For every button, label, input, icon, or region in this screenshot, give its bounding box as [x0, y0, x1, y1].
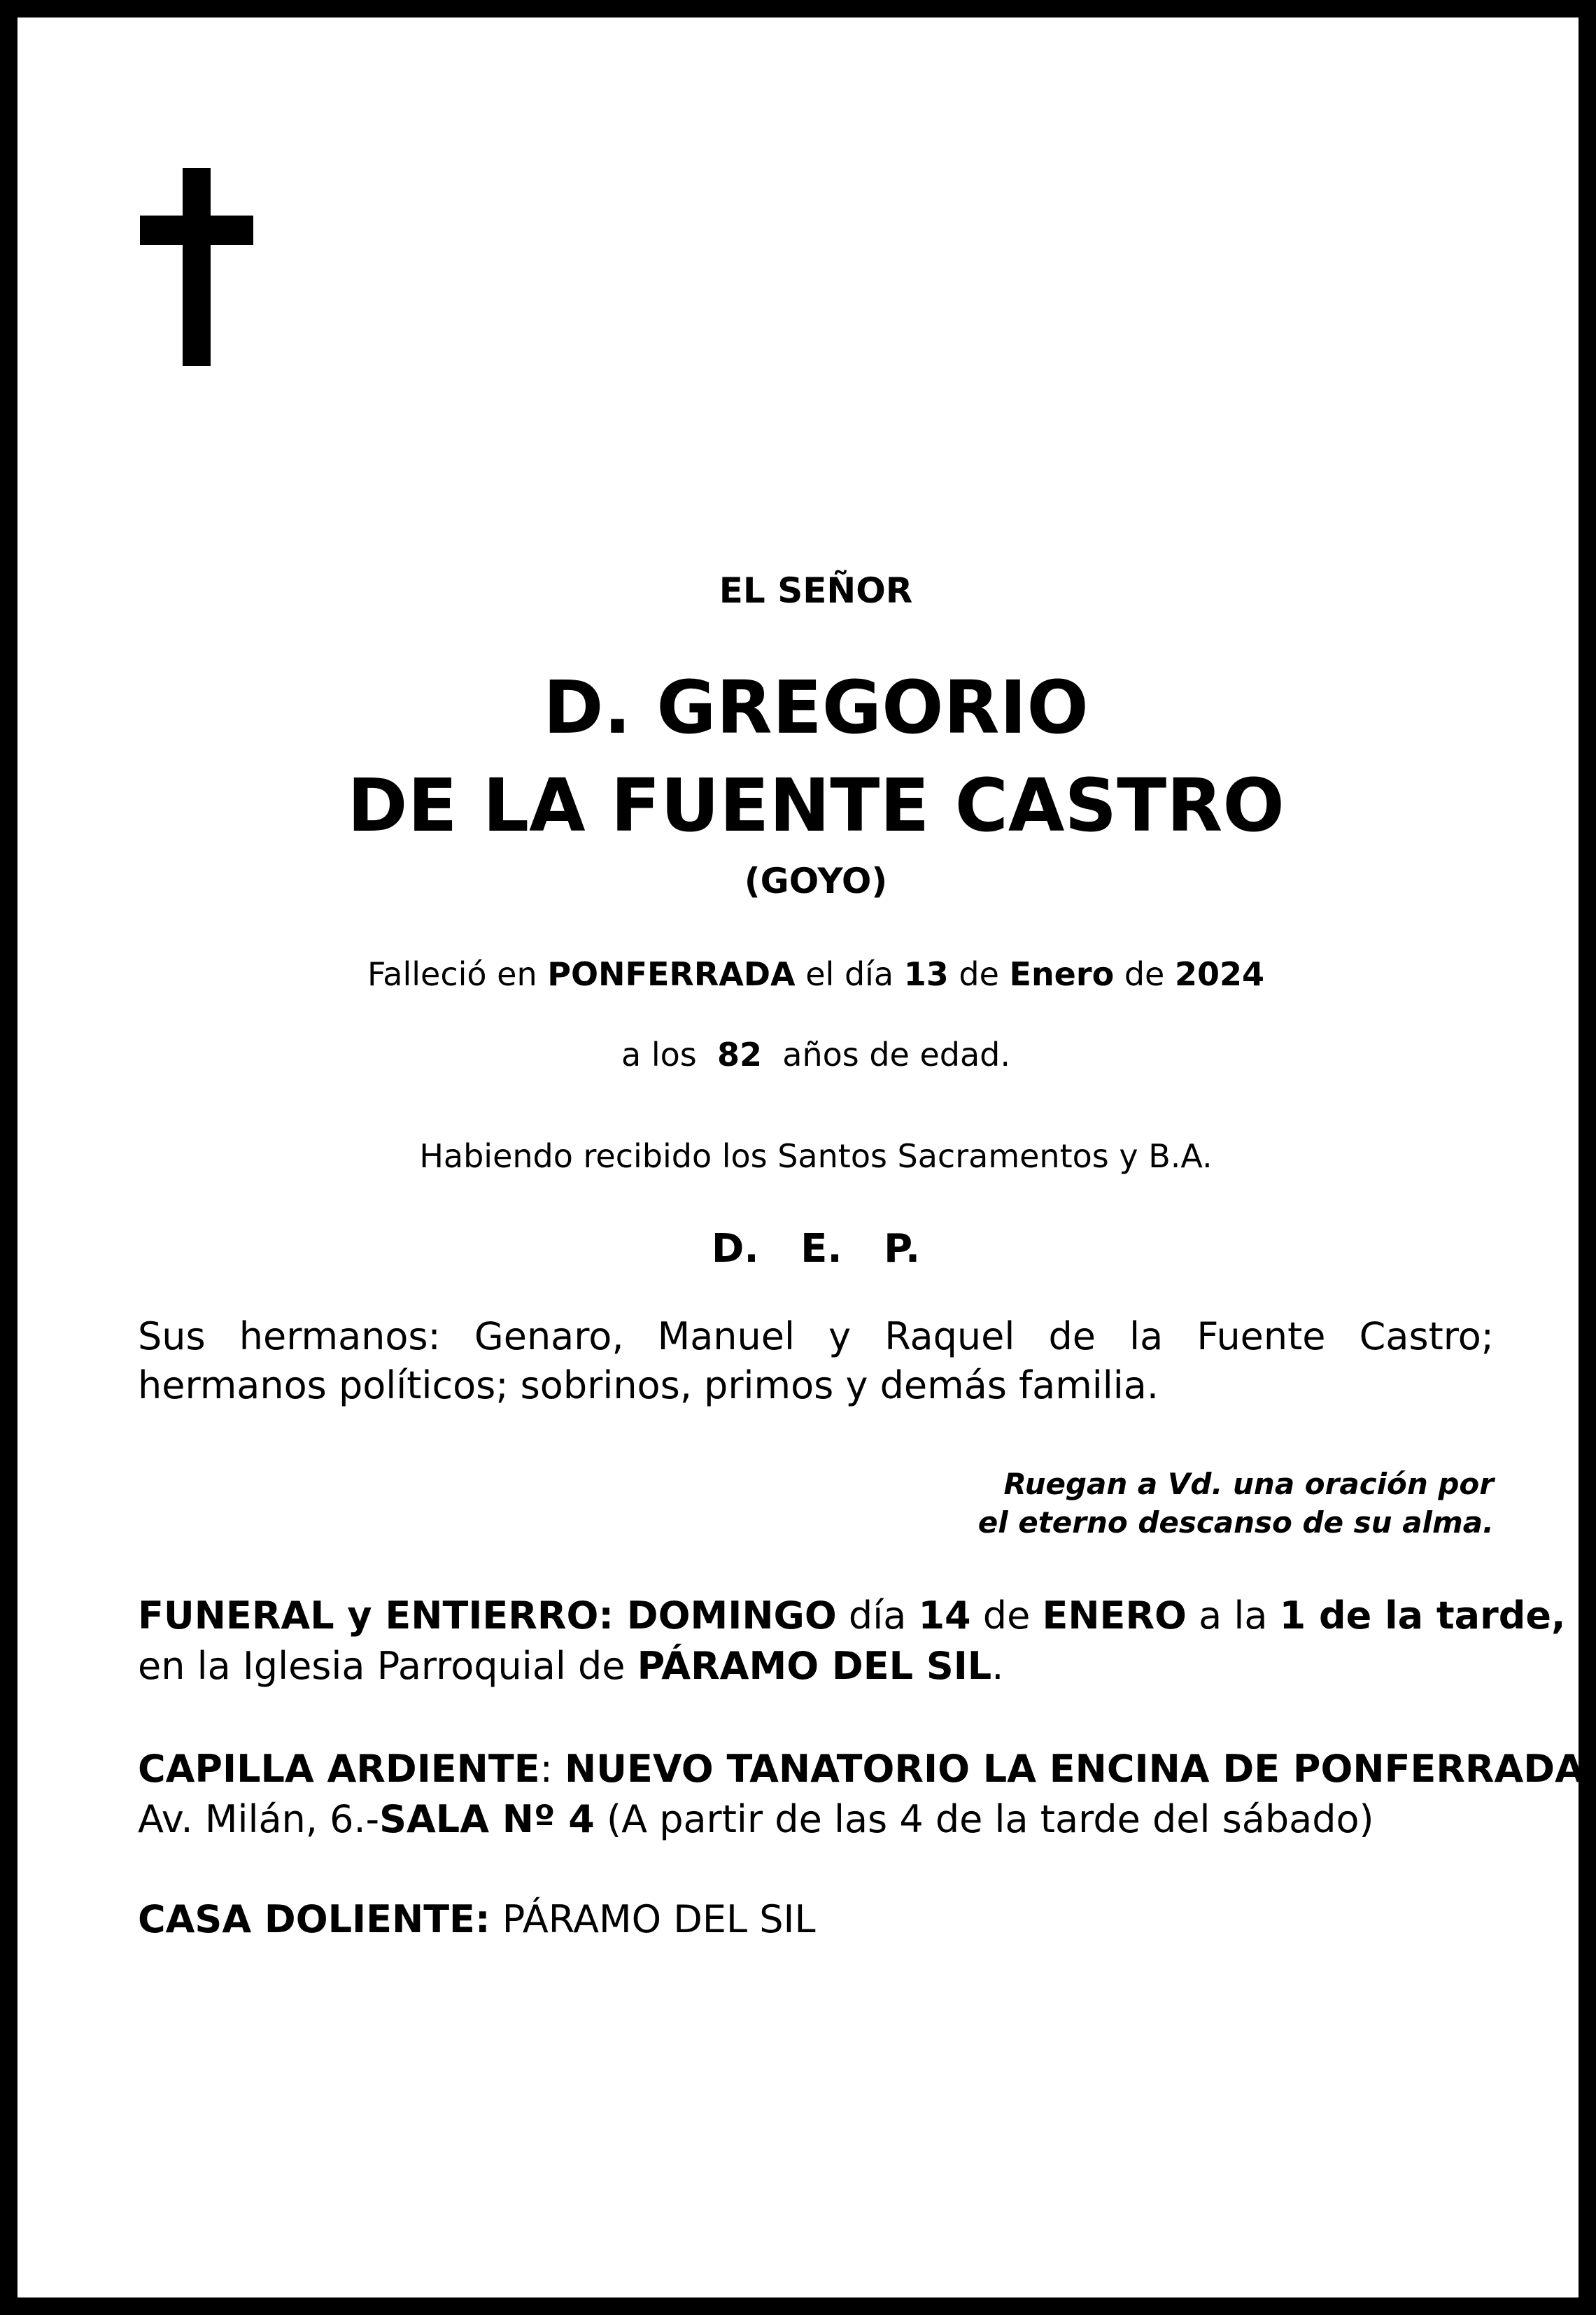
prayer-request	[138, 1465, 1494, 1542]
capilla-address: Av. Milán, 6.-	[138, 1797, 380, 1841]
family-paragraph: Sus hermanos: Genaro, Manuel y Raquel de la Fuente Castro; hermanos políticos; sobrinos, primos y demás familia.	[138, 1314, 1494, 1407]
dep-line: D. E. P.	[711, 1226, 921, 1272]
death-prefix: Falleció en	[367, 955, 537, 993]
age-value: 82	[716, 1036, 762, 1074]
deceased-nickname: (GOYO)	[744, 861, 888, 901]
death-de2: de	[1124, 955, 1165, 993]
age-prefix: a los	[621, 1036, 697, 1074]
prayer-line2: el eterno descanso de su alma.	[977, 1505, 1494, 1540]
capilla-section	[138, 1744, 1584, 1845]
capilla-note: (A partir de las 4 de la tarde del sábado)	[607, 1797, 1374, 1841]
funeral-a-la: a la	[1199, 1593, 1268, 1638]
funeral-de: de	[982, 1593, 1031, 1638]
age-suffix: años de edad.	[782, 1036, 1010, 1074]
funeral-period: .	[991, 1644, 1004, 1688]
death-month: Enero	[1009, 955, 1115, 993]
prayer-line1: Ruegan a Vd. una oración por	[1003, 1467, 1494, 1501]
funeral-section	[138, 1591, 1566, 1691]
capilla-label: CAPILLA ARDIENTE	[138, 1747, 540, 1791]
capilla-sala: SALA Nº 4	[379, 1797, 595, 1841]
funeral-place: PÁRAMO DEL SIL	[637, 1644, 992, 1688]
funeral-line2	[138, 1641, 1494, 1691]
age-line	[138, 1036, 1494, 1074]
death-date-line	[138, 955, 1494, 993]
funeral-line1	[138, 1591, 1566, 1641]
latin-cross-icon	[140, 168, 253, 366]
funeral-label: FUNERAL y ENTIERRO: DOMINGO	[138, 1593, 837, 1638]
death-day-prefix: el día	[805, 955, 894, 993]
deceased-name-line2: DE LA FUENTE CASTRO	[347, 763, 1285, 848]
capilla-colon: :	[539, 1747, 553, 1791]
capilla-line2	[138, 1794, 1494, 1845]
capilla-line1	[138, 1744, 1584, 1794]
funeral-church-prefix: en la Iglesia Parroquial de	[138, 1644, 626, 1688]
death-de1: de	[959, 955, 999, 993]
capilla-place: NUEVO TANATORIO LA ENCINA DE PONFERRADA	[564, 1747, 1584, 1791]
funeral-time: 1 de la tarde,	[1279, 1593, 1566, 1638]
funeral-dia: día	[848, 1593, 907, 1638]
casa-value: PÁRAMO DEL SIL	[502, 1897, 816, 1941]
sacraments-line: Habiendo recibido los Santos Sacramentos y B.A.	[419, 1137, 1213, 1175]
casa-label: CASA DOLIENTE:	[138, 1897, 490, 1941]
title-el-senor: EL SEÑOR	[719, 570, 913, 611]
funeral-month: ENERO	[1042, 1593, 1187, 1638]
casa-doliente	[138, 1894, 1494, 1945]
funeral-day: 14	[918, 1593, 971, 1638]
deceased-name-line1: D. GREGORIO	[543, 665, 1089, 750]
death-year: 2024	[1174, 955, 1264, 993]
death-day: 13	[903, 955, 949, 993]
death-place: PONFERRADA	[547, 955, 796, 993]
